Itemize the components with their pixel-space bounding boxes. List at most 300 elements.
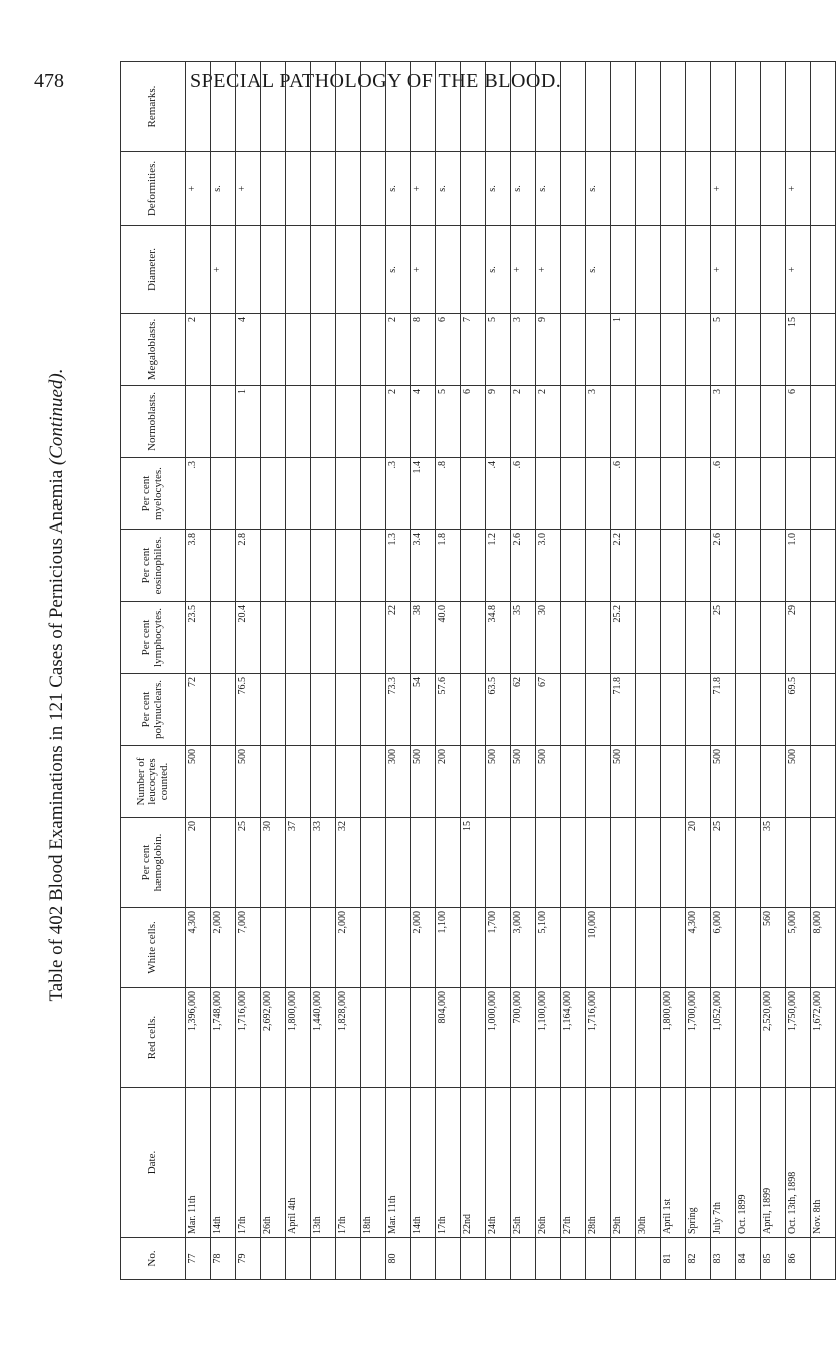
cell-eos: [661, 530, 686, 602]
column-header: Date.: [121, 1088, 186, 1238]
cell-mye: [311, 458, 336, 530]
cell-def: [761, 152, 786, 226]
cell-hb: [811, 818, 836, 908]
cell-poly: [811, 674, 836, 746]
cell-normo: [561, 386, 586, 458]
cell-dia: [636, 226, 661, 314]
cell-mye: [686, 458, 711, 530]
column-header: Number of leucocytes counted.: [121, 746, 186, 818]
cell-eos: [461, 530, 486, 602]
cell-no: 77: [186, 1238, 211, 1280]
cell-date: 14th: [211, 1088, 236, 1238]
cell-no: 83: [711, 1238, 736, 1280]
cell-mega: [336, 314, 361, 386]
cell-rem: [786, 62, 811, 152]
cell-hb: 25: [236, 818, 261, 908]
cell-poly: [736, 674, 761, 746]
cell-dia: [186, 226, 211, 314]
cell-red: 1,828,000: [336, 988, 361, 1088]
cell-lymph: 30: [536, 602, 561, 674]
cell-red: 1,750,000: [786, 988, 811, 1088]
cell-count: 500: [511, 746, 536, 818]
cell-lymph: 29: [786, 602, 811, 674]
cell-rem: [311, 62, 336, 152]
cell-no: [636, 1238, 661, 1280]
cell-dia: [336, 226, 361, 314]
cell-date: Mar. 11th: [386, 1088, 411, 1238]
cell-rem: [511, 62, 536, 152]
cell-no: [561, 1238, 586, 1280]
table-row: [736, 62, 761, 1280]
cell-poly: [461, 674, 486, 746]
cell-eos: 2.2: [611, 530, 636, 602]
cell-mega: [661, 314, 686, 386]
cell-def: [561, 152, 586, 226]
cell-white: [286, 908, 311, 988]
cell-mye: .6: [611, 458, 636, 530]
cell-normo: 1: [236, 386, 261, 458]
cell-normo: 6: [461, 386, 486, 458]
cell-no: [411, 1238, 436, 1280]
cell-red: 2,520,000: [761, 988, 786, 1088]
column-header: Per cent lymphocytes.: [121, 602, 186, 674]
cell-normo: 6: [786, 386, 811, 458]
cell-poly: 76.5: [236, 674, 261, 746]
column-header: Per cent eosinophiles.: [121, 530, 186, 602]
cell-dia: [286, 226, 311, 314]
cell-eos: 2.8: [236, 530, 261, 602]
cell-mega: 8: [411, 314, 436, 386]
cell-count: 200: [436, 746, 461, 818]
cell-white: [361, 908, 386, 988]
cell-mega: 3: [511, 314, 536, 386]
cell-poly: 67: [536, 674, 561, 746]
cell-def: [461, 152, 486, 226]
cell-hb: 37: [286, 818, 311, 908]
cell-hb: [486, 818, 511, 908]
cell-dia: s.: [586, 226, 611, 314]
cell-mye: [361, 458, 386, 530]
cell-count: [586, 746, 611, 818]
cell-def: [661, 152, 686, 226]
cell-normo: [686, 386, 711, 458]
cell-normo: 2: [511, 386, 536, 458]
cell-rem: [211, 62, 236, 152]
cell-normo: [261, 386, 286, 458]
cell-white: 560: [761, 908, 786, 988]
cell-dia: [761, 226, 786, 314]
cell-red: 1,800,000: [286, 988, 311, 1088]
cell-date: 25th: [511, 1088, 536, 1238]
cell-mega: 6: [436, 314, 461, 386]
cell-normo: [661, 386, 686, 458]
cell-mye: .6: [511, 458, 536, 530]
cell-normo: [336, 386, 361, 458]
cell-mye: [786, 458, 811, 530]
cell-mega: 2: [186, 314, 211, 386]
cell-rem: [761, 62, 786, 152]
table-row: [761, 62, 786, 1280]
cell-poly: [586, 674, 611, 746]
column-header: Per cent polynuclears.: [121, 674, 186, 746]
cell-red: 1,700,000: [686, 988, 711, 1088]
cell-mye: [811, 458, 836, 530]
cell-dia: [736, 226, 761, 314]
cell-red: [611, 988, 636, 1088]
cell-count: [811, 746, 836, 818]
cell-mega: 4: [236, 314, 261, 386]
cell-eos: [586, 530, 611, 602]
cell-normo: [611, 386, 636, 458]
cell-lymph: [561, 602, 586, 674]
cell-poly: [211, 674, 236, 746]
cell-date: 26th: [261, 1088, 286, 1238]
cell-dia: [561, 226, 586, 314]
cell-white: [386, 908, 411, 988]
cell-lymph: 20.4: [236, 602, 261, 674]
cell-def: [811, 152, 836, 226]
cell-count: [311, 746, 336, 818]
cell-rem: [336, 62, 361, 152]
cell-no: [261, 1238, 286, 1280]
cell-def: [311, 152, 336, 226]
cell-rem: [411, 62, 436, 152]
cell-date: Oct. 1899: [736, 1088, 761, 1238]
cell-dia: [661, 226, 686, 314]
cell-count: 500: [786, 746, 811, 818]
cell-rem: [611, 62, 636, 152]
cell-normo: [211, 386, 236, 458]
cell-eos: [686, 530, 711, 602]
cell-mye: [211, 458, 236, 530]
cell-mye: [586, 458, 611, 530]
cell-def: s.: [511, 152, 536, 226]
cell-mye: [536, 458, 561, 530]
cell-dia: +: [411, 226, 436, 314]
cell-poly: 54: [411, 674, 436, 746]
table-row: [236, 62, 261, 1280]
cell-red: [361, 988, 386, 1088]
cell-red: [386, 988, 411, 1088]
cell-dia: [236, 226, 261, 314]
cell-def: +: [186, 152, 211, 226]
cell-no: [486, 1238, 511, 1280]
cell-def: +: [711, 152, 736, 226]
table-row: [811, 62, 836, 1280]
cell-rem: [736, 62, 761, 152]
cell-date: July 7th: [711, 1088, 736, 1238]
column-header: Per cent myelocytes.: [121, 458, 186, 530]
table-row: [561, 62, 586, 1280]
cell-white: 6,000: [711, 908, 736, 988]
cell-hb: [361, 818, 386, 908]
cell-count: [661, 746, 686, 818]
cell-mye: .6: [711, 458, 736, 530]
cell-date: 27th: [561, 1088, 586, 1238]
cell-white: 10,000: [586, 908, 611, 988]
cell-date: Mar. 11th: [186, 1088, 211, 1238]
cell-hb: 25: [711, 818, 736, 908]
cell-normo: 4: [411, 386, 436, 458]
cell-hb: 30: [261, 818, 286, 908]
table-header-row: [121, 62, 186, 1280]
cell-mega: [311, 314, 336, 386]
cell-white: 2,000: [336, 908, 361, 988]
cell-white: 1,100: [436, 908, 461, 988]
cell-count: 500: [236, 746, 261, 818]
cell-def: s.: [536, 152, 561, 226]
cell-white: [611, 908, 636, 988]
cell-mega: 9: [536, 314, 561, 386]
cell-white: [736, 908, 761, 988]
cell-no: [611, 1238, 636, 1280]
cell-poly: [311, 674, 336, 746]
cell-lymph: [586, 602, 611, 674]
cell-dia: [811, 226, 836, 314]
cell-hb: [536, 818, 561, 908]
cell-white: 1,700: [486, 908, 511, 988]
cell-mega: [586, 314, 611, 386]
cell-count: 500: [186, 746, 211, 818]
cell-mega: [636, 314, 661, 386]
cell-dia: [311, 226, 336, 314]
cell-hb: 35: [761, 818, 786, 908]
cell-def: +: [236, 152, 261, 226]
cell-rem: [811, 62, 836, 152]
cell-no: 81: [661, 1238, 686, 1280]
cell-date: April 4th: [286, 1088, 311, 1238]
cell-poly: 72: [186, 674, 211, 746]
cell-mega: 5: [711, 314, 736, 386]
side-title: [46, 150, 68, 1220]
cell-eos: 3.0: [536, 530, 561, 602]
cell-no: [311, 1238, 336, 1280]
cell-date: 18th: [361, 1088, 386, 1238]
column-header: White cells.: [121, 908, 186, 988]
cell-eos: 1.3: [386, 530, 411, 602]
column-header: Deformities.: [121, 152, 186, 226]
cell-normo: [761, 386, 786, 458]
cell-def: [361, 152, 386, 226]
page-number: 478: [34, 70, 64, 92]
cell-def: s.: [486, 152, 511, 226]
cell-date: Spring: [686, 1088, 711, 1238]
cell-mye: .3: [186, 458, 211, 530]
cell-hb: [611, 818, 636, 908]
cell-hb: [586, 818, 611, 908]
cell-normo: 3: [711, 386, 736, 458]
cell-hb: [736, 818, 761, 908]
cell-poly: 57.6: [436, 674, 461, 746]
cell-normo: 5: [436, 386, 461, 458]
cell-hb: [436, 818, 461, 908]
cell-hb: 20: [186, 818, 211, 908]
cell-mega: [361, 314, 386, 386]
table-row: [361, 62, 386, 1280]
cell-dia: [261, 226, 286, 314]
table-row: [611, 62, 636, 1280]
cell-dia: [361, 226, 386, 314]
cell-rem: [636, 62, 661, 152]
cell-dia: +: [536, 226, 561, 314]
cell-white: 5,100: [536, 908, 561, 988]
cell-rem: [586, 62, 611, 152]
cell-normo: [811, 386, 836, 458]
column-header: Per cent hæmoglobin.: [121, 818, 186, 908]
cell-eos: [261, 530, 286, 602]
cell-count: [761, 746, 786, 818]
cell-lymph: [661, 602, 686, 674]
table-row: [261, 62, 286, 1280]
cell-dia: s.: [486, 226, 511, 314]
cell-eos: 3.8: [186, 530, 211, 602]
cell-normo: [286, 386, 311, 458]
cell-dia: [686, 226, 711, 314]
cell-poly: 62: [511, 674, 536, 746]
cell-mega: [261, 314, 286, 386]
cell-poly: [761, 674, 786, 746]
cell-red: 1,164,000: [561, 988, 586, 1088]
cell-count: [261, 746, 286, 818]
cell-poly: 69.5: [786, 674, 811, 746]
cell-eos: 2.6: [711, 530, 736, 602]
cell-mye: [336, 458, 361, 530]
cell-date: 17th: [336, 1088, 361, 1238]
cell-rem: [536, 62, 561, 152]
table-row: [486, 62, 511, 1280]
cell-lymph: 23.5: [186, 602, 211, 674]
cell-count: 500: [711, 746, 736, 818]
cell-rem: [186, 62, 211, 152]
cell-poly: 73.3: [386, 674, 411, 746]
cell-lymph: [636, 602, 661, 674]
table-row: [186, 62, 211, 1280]
cell-def: s.: [586, 152, 611, 226]
cell-red: [736, 988, 761, 1088]
cell-def: s.: [211, 152, 236, 226]
cell-mega: 15: [786, 314, 811, 386]
cell-white: [561, 908, 586, 988]
cell-no: [511, 1238, 536, 1280]
cell-lymph: 35: [511, 602, 536, 674]
cell-mye: .3: [386, 458, 411, 530]
cell-poly: [336, 674, 361, 746]
cell-mye: [286, 458, 311, 530]
column-header: Remarks.: [121, 62, 186, 152]
cell-no: 86: [786, 1238, 811, 1280]
table-row: [286, 62, 311, 1280]
cell-normo: 9: [486, 386, 511, 458]
table-row: [436, 62, 461, 1280]
cell-lymph: 34.8: [486, 602, 511, 674]
cell-no: [461, 1238, 486, 1280]
cell-eos: [311, 530, 336, 602]
side-title-caption: (Continued).: [46, 368, 67, 466]
cell-rem: [261, 62, 286, 152]
cell-hb: 20: [686, 818, 711, 908]
cell-count: [361, 746, 386, 818]
table-row: [686, 62, 711, 1280]
cell-normo: [186, 386, 211, 458]
cell-date: Oct. 13th, 1898: [786, 1088, 811, 1238]
cell-def: +: [786, 152, 811, 226]
cell-no: [436, 1238, 461, 1280]
cell-date: 17th: [236, 1088, 261, 1238]
column-header: Megaloblasts.: [121, 314, 186, 386]
cell-no: 79: [236, 1238, 261, 1280]
cell-hb: [661, 818, 686, 908]
cell-hb: 15: [461, 818, 486, 908]
cell-dia: [461, 226, 486, 314]
cell-mega: [286, 314, 311, 386]
cell-poly: [661, 674, 686, 746]
cell-red: 1,748,000: [211, 988, 236, 1088]
cell-red: 2,692,000: [261, 988, 286, 1088]
cell-def: [736, 152, 761, 226]
cell-mega: [736, 314, 761, 386]
cell-lymph: [361, 602, 386, 674]
cell-lymph: 25: [711, 602, 736, 674]
cell-hb: [411, 818, 436, 908]
cell-red: 700,000: [511, 988, 536, 1088]
cell-poly: [261, 674, 286, 746]
cell-eos: [361, 530, 386, 602]
cell-white: [636, 908, 661, 988]
data-table: [120, 61, 836, 1280]
cell-red: 1,052,000: [711, 988, 736, 1088]
cell-hb: [211, 818, 236, 908]
cell-hb: [786, 818, 811, 908]
cell-rem: [486, 62, 511, 152]
cell-date: 13th: [311, 1088, 336, 1238]
cell-poly: [686, 674, 711, 746]
cell-date: April, 1899: [761, 1088, 786, 1238]
cell-poly: [361, 674, 386, 746]
cell-date: 24th: [486, 1088, 511, 1238]
cell-date: 29th: [611, 1088, 636, 1238]
cell-white: [661, 908, 686, 988]
table-row: [461, 62, 486, 1280]
cell-normo: [311, 386, 336, 458]
cell-no: [286, 1238, 311, 1280]
cell-normo: 2: [536, 386, 561, 458]
column-header: Diameter.: [121, 226, 186, 314]
column-header: Normoblasts.: [121, 386, 186, 458]
table-row: [211, 62, 236, 1280]
cell-lymph: 25.2: [611, 602, 636, 674]
cell-white: [261, 908, 286, 988]
cell-no: 82: [686, 1238, 711, 1280]
cell-dia: [436, 226, 461, 314]
cell-def: [611, 152, 636, 226]
cell-rem: [661, 62, 686, 152]
cell-eos: [736, 530, 761, 602]
cell-no: [361, 1238, 386, 1280]
cell-def: +: [411, 152, 436, 226]
cell-no: 78: [211, 1238, 236, 1280]
running-title: SPECIAL PATHOLOGY OF THE BLOOD.: [190, 70, 562, 92]
cell-eos: 3.4: [411, 530, 436, 602]
cell-white: 4,300: [686, 908, 711, 988]
cell-dia: +: [711, 226, 736, 314]
cell-white: 3,000: [511, 908, 536, 988]
blood-exam-table: [120, 85, 823, 1280]
cell-normo: [361, 386, 386, 458]
cell-eos: [636, 530, 661, 602]
table-row: [311, 62, 336, 1280]
cell-rem: [361, 62, 386, 152]
cell-lymph: [211, 602, 236, 674]
